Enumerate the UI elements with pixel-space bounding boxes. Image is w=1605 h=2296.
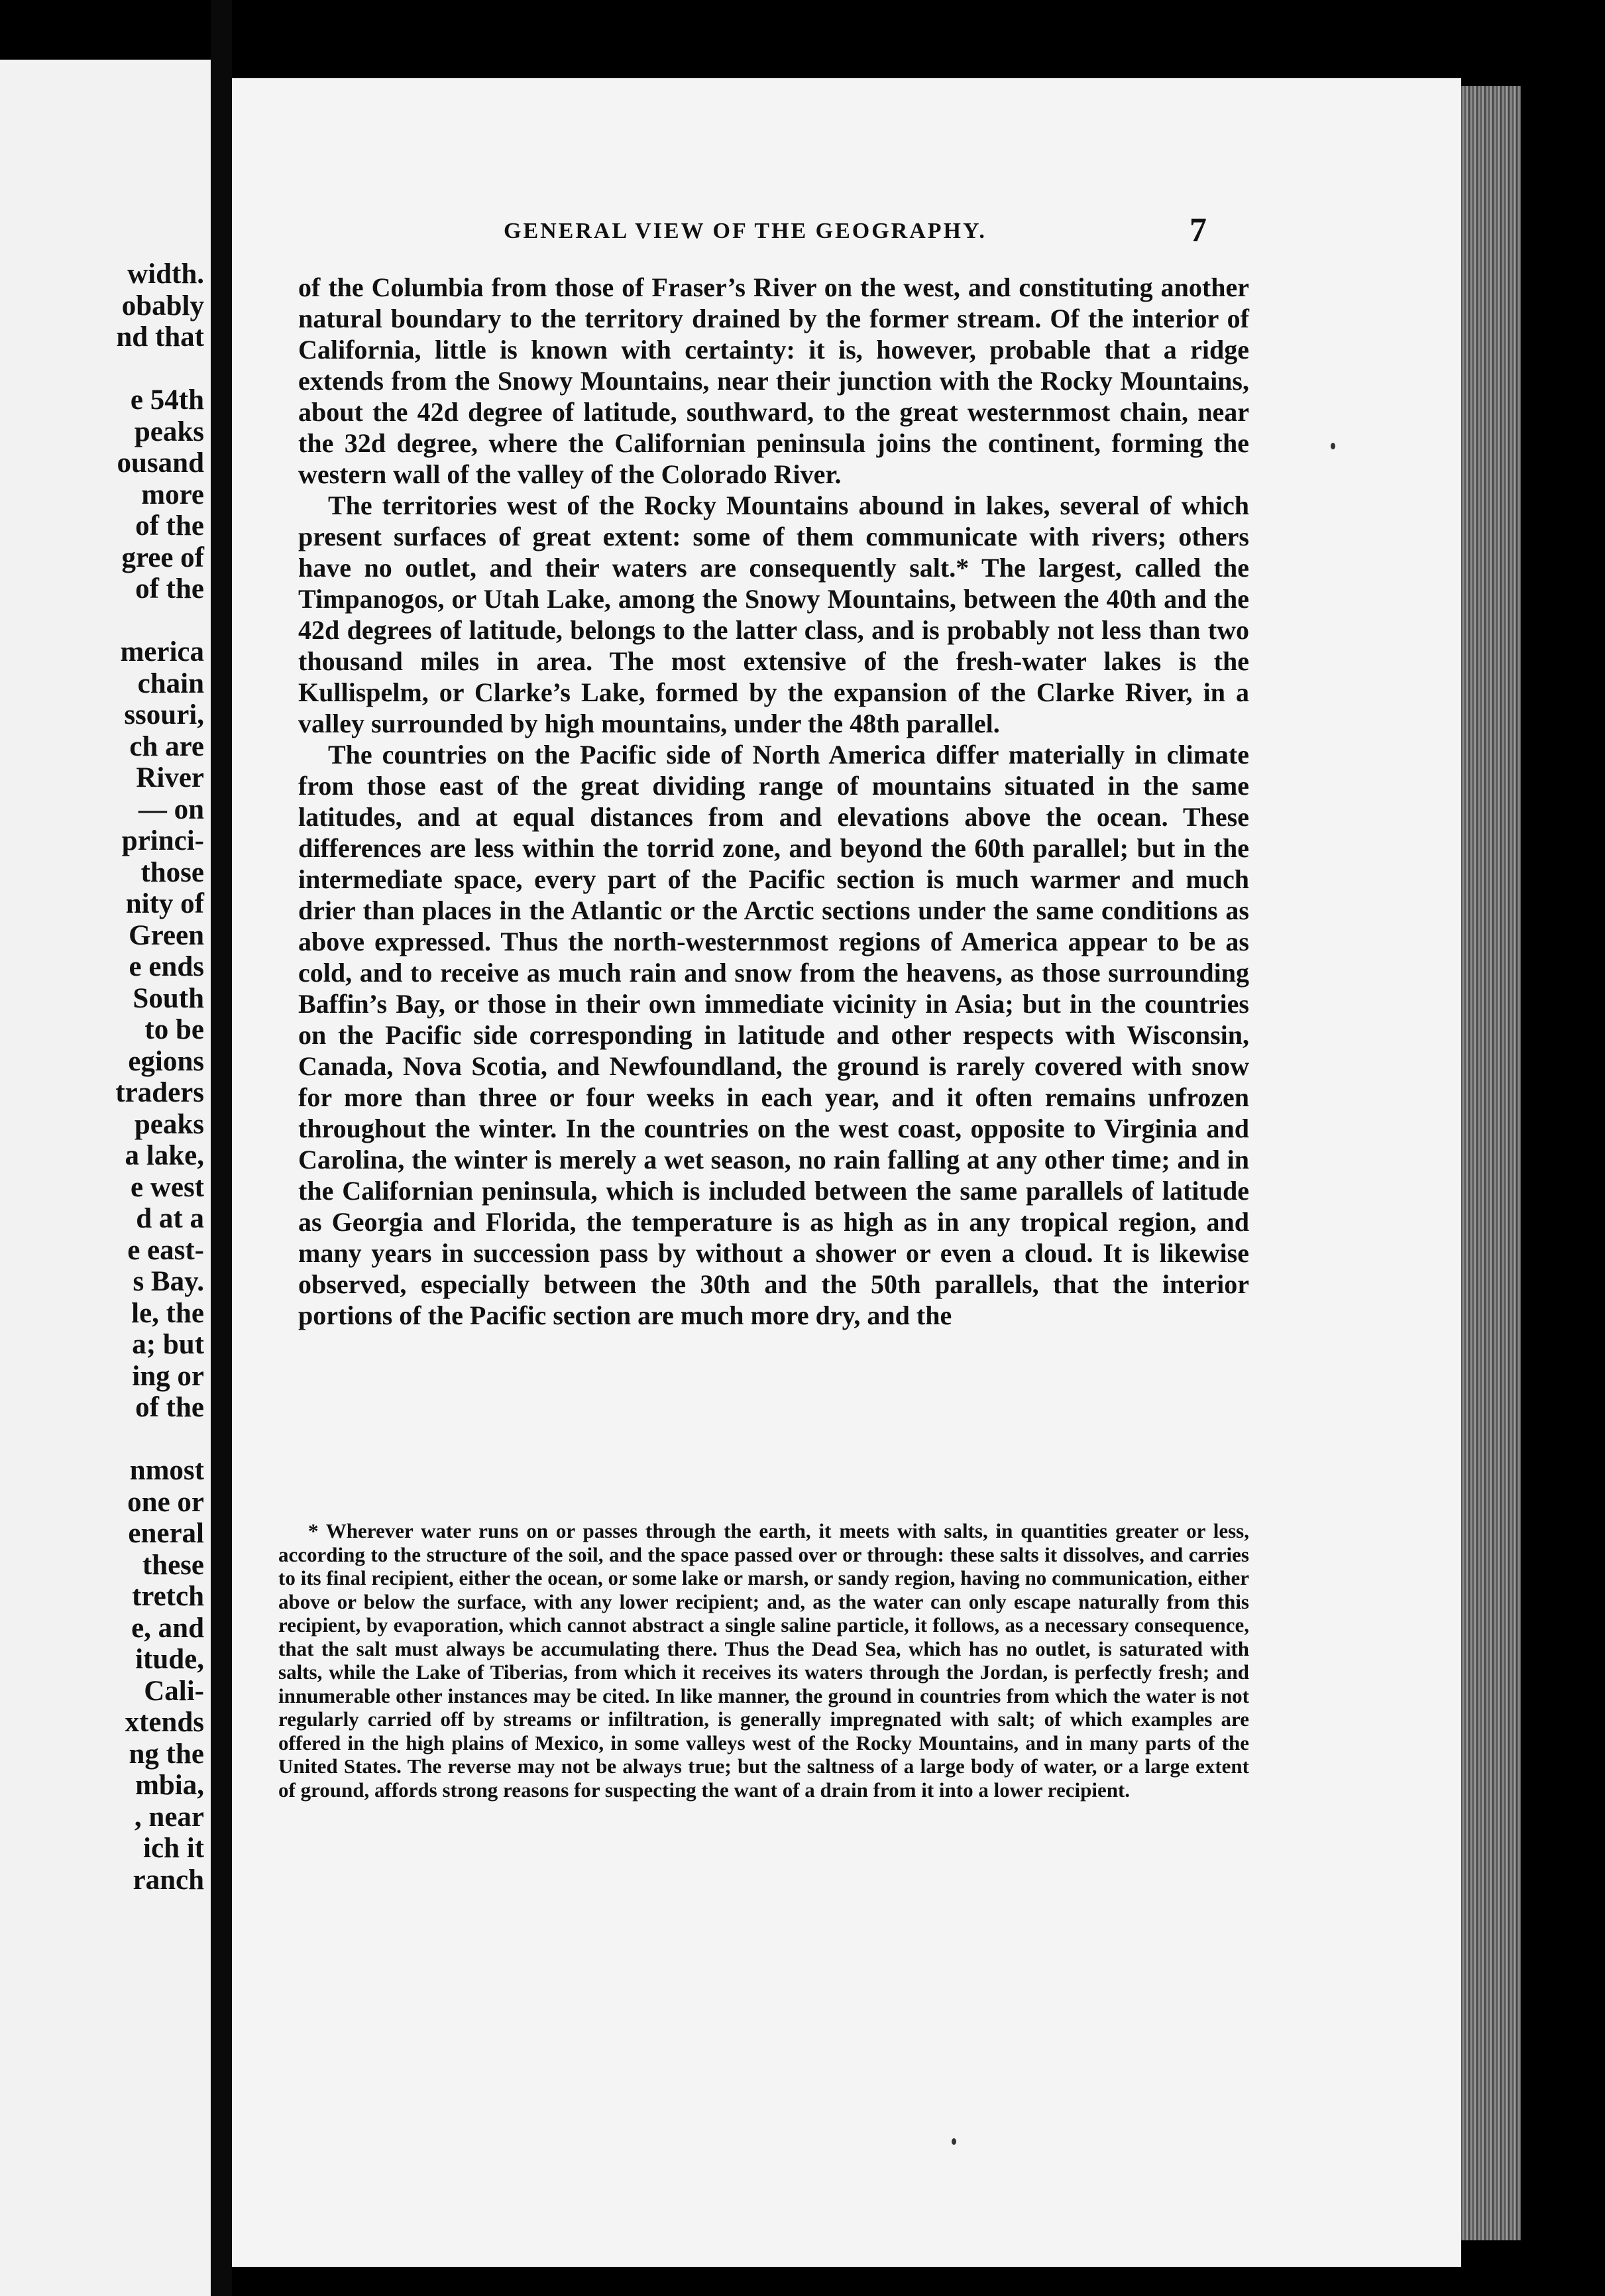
left-page-line: a lake, xyxy=(125,1140,204,1171)
body-text xyxy=(298,272,1249,1331)
left-page-line: Cali- xyxy=(144,1675,204,1707)
left-page-line: e, and xyxy=(131,1612,204,1644)
left-facing-page xyxy=(0,60,215,2296)
left-page-line: nmost xyxy=(129,1455,204,1486)
left-page-line: more xyxy=(141,479,204,510)
left-page-line: Green xyxy=(129,919,204,951)
left-page-line: ich it xyxy=(143,1833,204,1864)
left-page-line: those xyxy=(140,856,204,888)
left-page-line: merica xyxy=(120,636,204,667)
left-page-line: width. xyxy=(127,258,204,290)
left-page-line: of the xyxy=(135,510,204,542)
footnote: * Wherever water runs on or passes through the earth, it meets with salts, in quantities greater or less, according to the structure of the soil, and the space passed over or through: these salts it dissolves, and carries to its final recipient, either the ocean, or some lake or marsh, or sandy region, having no communication, either above or below the surface, with any lower recipient; and, as the water can only escape naturally from this recipient, by evaporation, which cannot abstract a single saline particle, it follows, as a necessary consequence, that the salt must always be accumulating there. Thus the Dead Sea, which has no outlet, is saturated with salts, while the Lake of Tiberias, from which it receives its waters through the Jordan, is perfectly fresh; and innumerable other instances may be cited. In like manner, the ground in countries from which the water is not regularly carried off by streams or infiltration, is generally impregnated with salt; of which examples are offered in the high plains of Mexico, in some valleys west of the Rocky Mountains, and in many parts of the United States. The reverse may not be always true; but the saltness of a large body of water, or a large extent of ground, affords strong reasons for suspecting the want of a drain from it into a lower recipient. xyxy=(278,1519,1249,1802)
page-number: 7 xyxy=(1190,211,1207,249)
left-page-line: le, the xyxy=(131,1297,204,1329)
left-page-line: nity of xyxy=(125,888,204,919)
ink-speck xyxy=(952,2138,956,2145)
left-page-line: obably xyxy=(121,290,204,321)
left-page-line: ng the xyxy=(129,1738,204,1770)
left-page-line: — on xyxy=(138,793,204,825)
left-page-line xyxy=(5,1424,204,1456)
left-page-line: of the xyxy=(135,573,204,604)
left-page-line: of the xyxy=(135,1392,204,1423)
left-page-line: peaks xyxy=(134,416,204,447)
left-page-line: d at a xyxy=(136,1203,204,1234)
left-page-line: ranch xyxy=(133,1864,204,1896)
left-page-line: e west xyxy=(130,1171,204,1203)
left-page-line: River xyxy=(136,762,204,793)
left-page-line: egions xyxy=(128,1045,204,1077)
paragraph: The territories west of the Rocky Mountains abound in lakes, several of which present surfaces of great extent: some of them communicate with rivers; others have no outlet, and their waters are consequently salt.* The largest, called the Timpanogos, or Utah Lake, among the Snowy Mountains, between the 40th and the 42d degrees of latitude, belongs to the latter class, and is probably not less than two thousand miles in area. The most extensive of the fresh-water lakes is the Kullispelm, or Clarke’s Lake, formed by the expansion of the Clarke River, in a valley surrounded by high mountains, under the 48th parallel. xyxy=(298,490,1249,738)
left-page-line xyxy=(5,353,204,385)
left-page-line: mbia, xyxy=(135,1770,204,1801)
left-page-line: nd that xyxy=(116,321,204,353)
left-page-line: eneral xyxy=(128,1518,204,1549)
paragraph: of the Columbia from those of Fraser’s River on the west, and constituting another natural boundary to the territory drained by the former stream. Of the interior of California, little is known with certainty: it is, however, probable that a ridge extends from the Snowy Mountains, near their junction with the Rocky Mountains, about the 42d degree of latitude, southward, to the great westernmost chain, near the 32d degree, where the Californian peninsula joins the continent, forming the western wall of the valley of the Colorado River. xyxy=(298,272,1249,489)
page-edges xyxy=(1461,86,1521,2240)
left-page-line: princi- xyxy=(121,825,204,856)
left-page-line: itude, xyxy=(135,1644,204,1675)
left-page-line: , near xyxy=(134,1801,204,1833)
left-page-line: ssouri, xyxy=(124,699,204,730)
left-page-line: ch are xyxy=(129,730,204,762)
left-page-line: e 54th xyxy=(130,384,204,416)
left-page-line: gree of xyxy=(121,542,204,573)
paragraph: The countries on the Pacific side of North America differ materially in climate from those east of the great dividing range of mountains situated in the same latitudes, and at equal distances from and elevations above the ocean. These differences are less within the torrid zone, and beyond the 60th parallel; but in the intermediate space, every part of the Pacific section is much warmer and much drier than places in the Atlantic or the Arctic sections under the same conditions as above expressed. Thus the north-westernmost regions of America appear to be as cold, and to receive as much rain and snow from the heavens, as those surrounding Baffin’s Bay, or those in their own immediate vicinity in Asia; but in the countries on the Pacific side corresponding in latitude and other respects with Wisconsin, Canada, Nova Scotia, and Newfoundland, the ground is rarely covered with snow for more than three or four weeks in each year, and it often remains unfrozen throughout the winter. In the countries on the west coast, opposite to Virginia and Carolina, the winter is merely a wet season, no rain falling at any other time; and in the Californian peninsula, which is included between the same parallels of latitude as Georgia and Florida, the temperature is as high as in any tropical region, and many years in succession pass by without a shower or even a cloud. It is likewise observed, especially between the 30th and the 50th parallels, that the interior portions of the Pacific section are much more dry, and the xyxy=(298,740,1249,1330)
left-page-line: one or xyxy=(127,1486,204,1518)
left-page-line: e east- xyxy=(127,1234,204,1266)
left-page-line xyxy=(5,605,204,637)
left-page-line: s Bay. xyxy=(133,1266,204,1297)
left-page-line: tretch xyxy=(131,1581,204,1612)
ink-speck xyxy=(1331,443,1335,449)
left-page-line: ousand xyxy=(117,447,204,479)
left-page-line: e ends xyxy=(129,951,204,982)
left-page-line: South xyxy=(133,982,204,1014)
book-gutter xyxy=(211,0,232,2296)
left-page-line: ing or xyxy=(132,1360,204,1392)
left-page-line: a; but xyxy=(132,1329,204,1360)
left-page-text xyxy=(5,258,204,1896)
left-page-line: xtends xyxy=(125,1707,204,1738)
left-page-line: traders xyxy=(115,1077,204,1108)
left-page-line: to be xyxy=(144,1014,204,1045)
left-page-line: peaks xyxy=(134,1108,204,1140)
running-head: GENERAL VIEW OF THE GEOGRAPHY. xyxy=(504,219,987,243)
left-page-line: chain xyxy=(137,667,204,699)
left-page-line: these xyxy=(142,1549,204,1581)
